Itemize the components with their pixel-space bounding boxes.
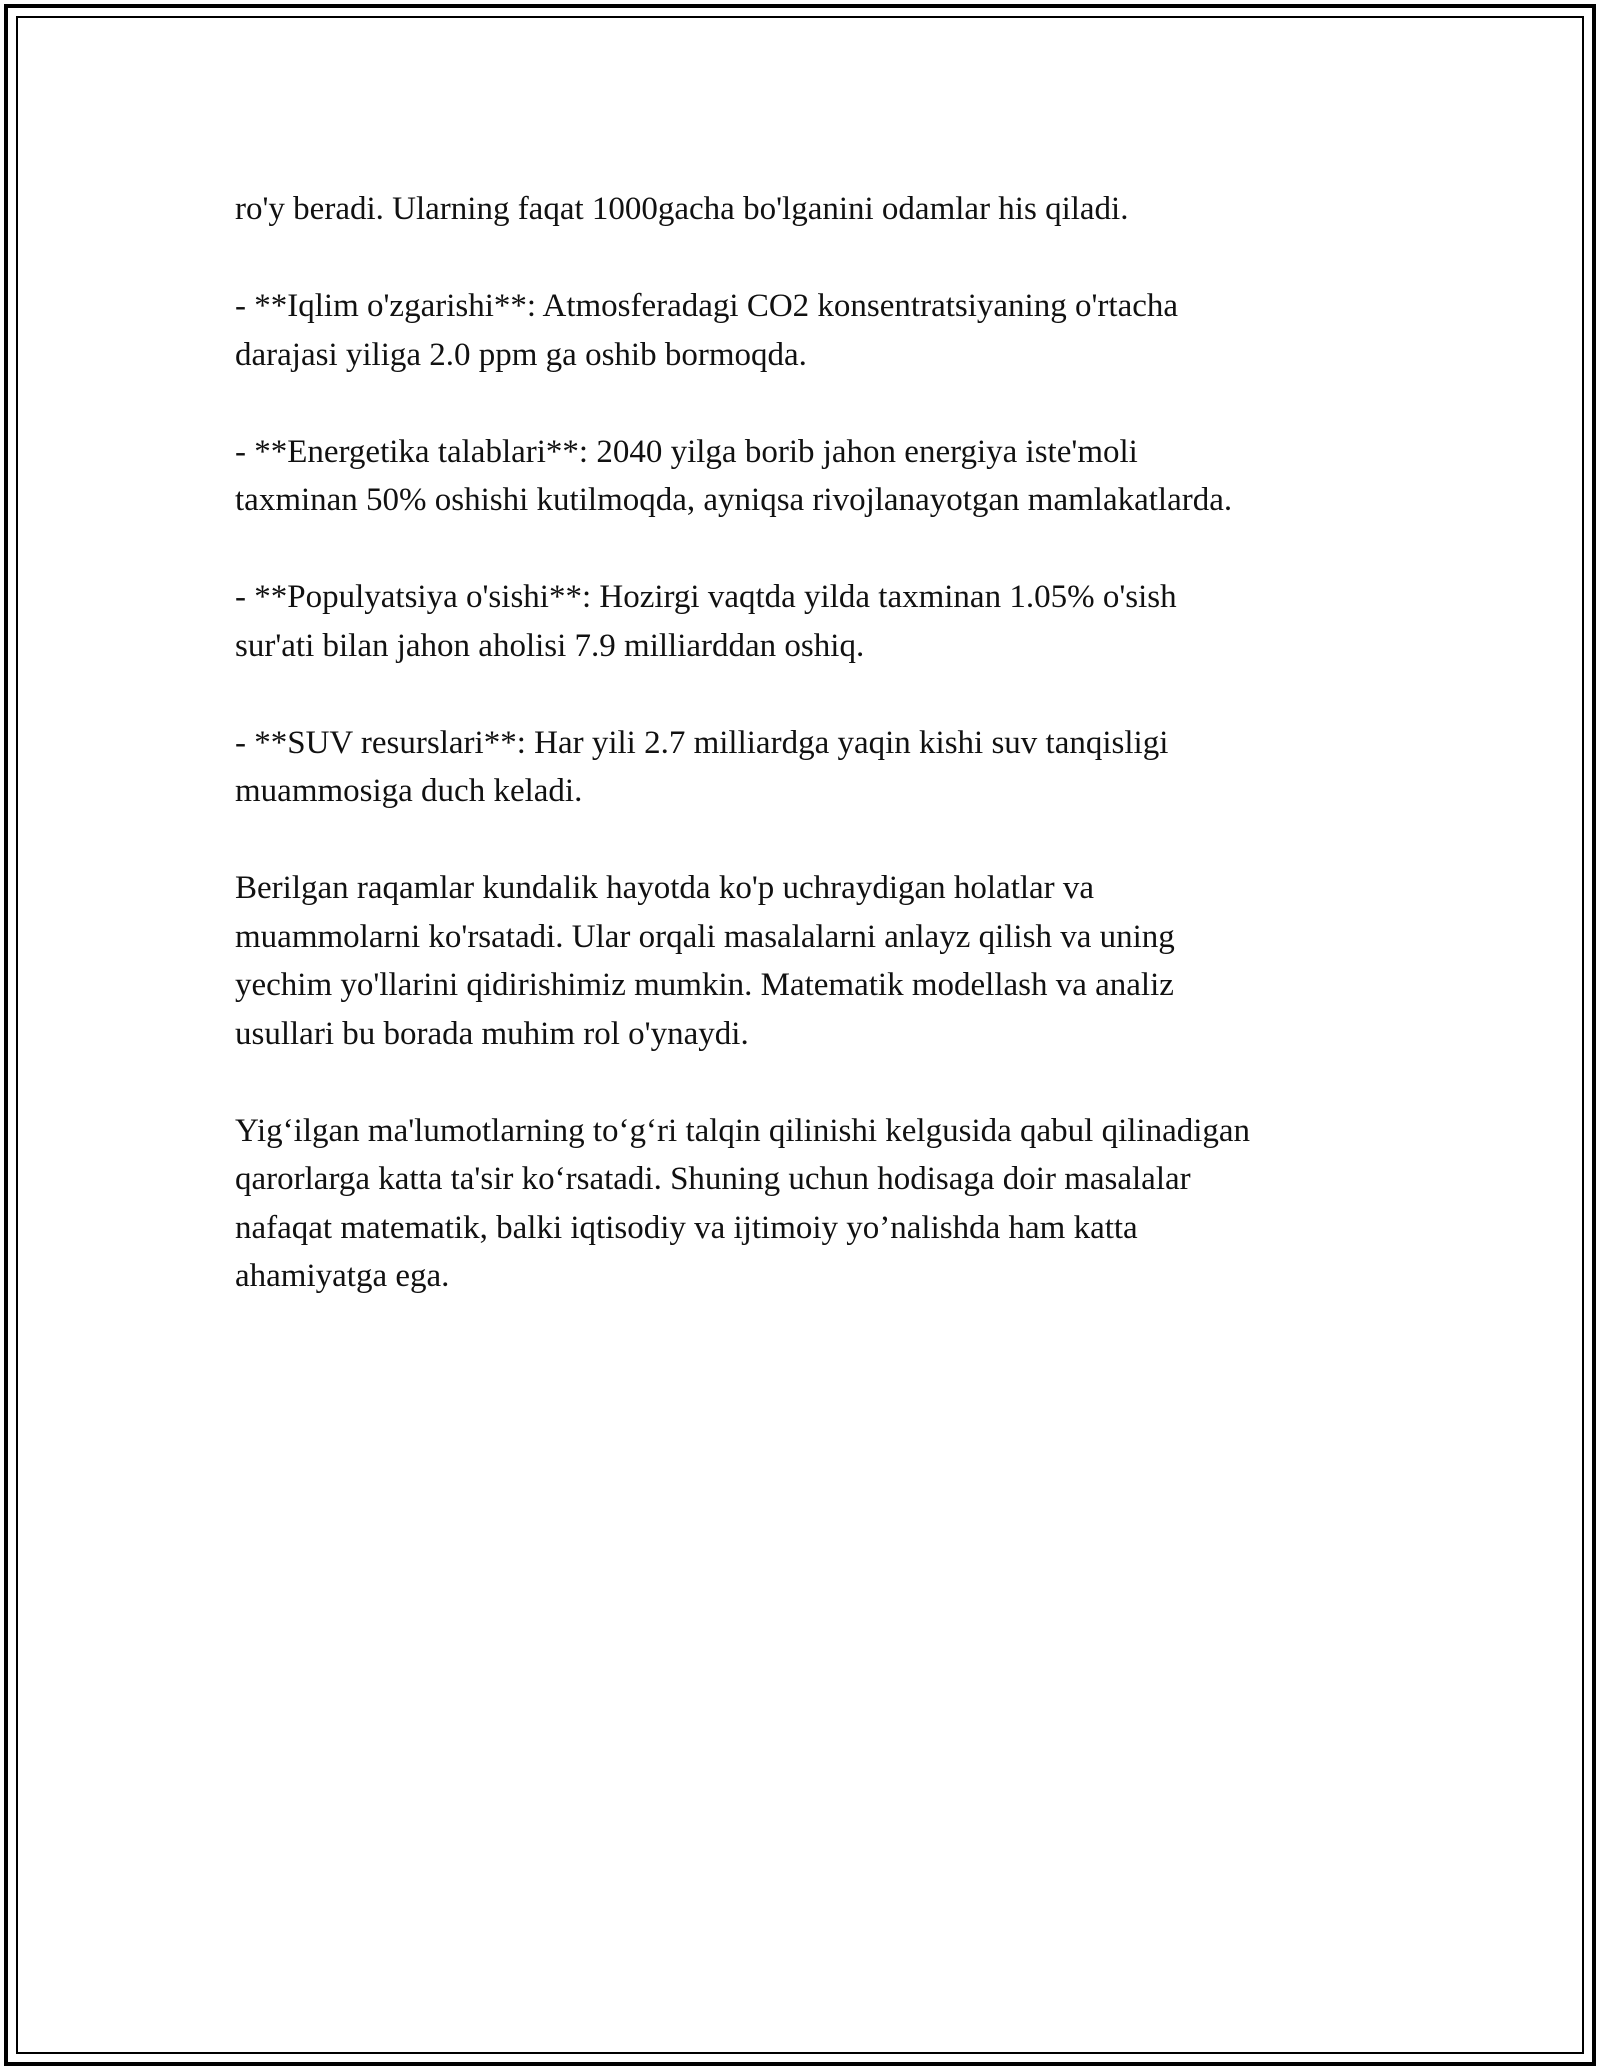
text-line: - **Energetika talablari**: 2040 yilga borib jahon energiya iste'moli xyxy=(235,433,1138,470)
paragraph xyxy=(235,185,1385,234)
text-line: qarorlarga katta ta'sir ko‘rsatadi. Shuning uchun hodisaga doir masalalar xyxy=(235,1161,1191,1197)
text-line: - **Populyatsiya o'sishi**: Hozirgi vaqtda yilda taxminan 1.05% o'sish xyxy=(235,579,1177,615)
list-item-climate-change xyxy=(235,282,1385,379)
text-line: nafaqat matematik, balki iqtisodiy va ijtimoiy yo’nalishda ham katta xyxy=(235,1209,1138,1246)
text-line: Berilgan raqamlar kundalik hayotda ko'p uchraydigan holatlar va xyxy=(235,870,1095,906)
text-line: sur'ati bilan jahon aholisi 7.9 milliarddan oshiq. xyxy=(235,627,865,664)
text-line: muammolarni ko'rsatadi. Ular orqali masalalarni anlayz qilish va uning xyxy=(235,918,1175,955)
text-line: - **Iqlim o'zgarishi**: Atmosferadagi CO2 konsentratsiyaning o'rtacha xyxy=(235,288,1179,324)
paragraph xyxy=(235,1107,1385,1301)
paragraph xyxy=(235,864,1385,1058)
text-line: ro'y beradi. Ularning faqat 1000gacha bo'lganini odamlar his qiladi. xyxy=(235,191,1129,227)
document-body xyxy=(235,185,1385,1349)
list-item-water-resources xyxy=(235,719,1385,816)
list-item-energy-demand xyxy=(235,428,1385,525)
text-line: ahamiyatga ega. xyxy=(235,1258,450,1294)
text-line: muammosiga duch keladi. xyxy=(235,773,583,809)
text-line: yechim yo'llarini qidirishimiz mumkin. Matematik modellash va analiz xyxy=(235,967,1174,1003)
text-line: taxminan 50% oshishi kutilmoqda, ayniqsa rivojlanayotgan mamlakatlarda. xyxy=(235,482,1233,518)
text-line: darajasi yiliga 2.0 ppm ga oshib bormoqda. xyxy=(235,336,807,373)
text-line: Yig‘ilgan ma'lumotlarning to‘g‘ri talqin qilinishi kelgusida qabul qilinadigan xyxy=(235,1112,1251,1149)
text-line: usullari bu borada muhim rol o'ynaydi. xyxy=(235,1015,749,1052)
list-item-population-growth xyxy=(235,573,1385,670)
text-line: - **SUV resurslari**: Har yili 2.7 milliardga yaqin kishi suv tanqisligi xyxy=(235,724,1169,761)
